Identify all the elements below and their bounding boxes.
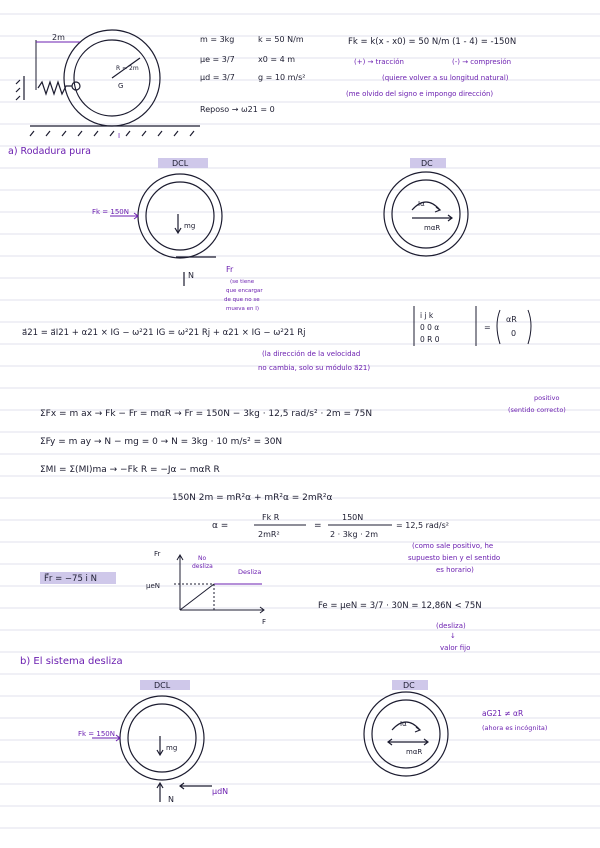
matrix-row-1: i j k	[420, 311, 434, 320]
dc-b-mar: mαR	[406, 748, 423, 756]
graph-x-label: F	[262, 618, 267, 626]
part-b-note-2: (ahora es incógnita)	[482, 724, 548, 732]
dcl-b-n: N	[168, 795, 174, 804]
alpha-note-1: (como sale positivo, he	[412, 542, 494, 550]
fr-result: F⃗r = −75 i N	[44, 574, 97, 584]
dcl-a-label: DCL	[172, 159, 189, 168]
given-g: g = 10 m/s²	[258, 73, 306, 82]
graph-no-desliza-label: desliza	[192, 563, 213, 570]
matrix-equals: =	[484, 323, 491, 332]
part-b-title: b) El sistema desliza	[20, 656, 123, 667]
spring-note-1: (quiere volver a su longitud natural)	[382, 74, 509, 82]
alpha-num: Fk R	[262, 513, 280, 522]
dcl-a-n: N	[188, 271, 194, 280]
dcl-a-fr: Fr	[226, 265, 234, 274]
dc-a-wheel	[384, 172, 468, 256]
dc-b-wheel	[364, 692, 448, 776]
fe-equation: Fe = μeN = 3/7 · 30N = 12,86N < 75N	[318, 601, 482, 611]
part-a-title: a) Rodadura pura	[8, 146, 91, 157]
part-b-note-1: aG21 ≠ αR	[482, 709, 524, 718]
spring-equation: Fk = k(x - x0) = 50 N/m (1 - 4) = -150N	[348, 37, 517, 47]
equation-sum-fx: ΣFx = m ax → Fk − Fr = mαR → Fr = 150N − 3kg · 12,5 rad/s² · 2m = 75N	[40, 409, 373, 419]
dc-b-label: DC	[403, 681, 415, 690]
alpha-den: 2mR²	[258, 530, 280, 539]
given-x0: x0 = 4 m	[258, 55, 296, 64]
dcl-a-mg: mg	[184, 222, 196, 230]
dcl-b-mg: mg	[166, 744, 178, 752]
fe-note-1: (desliza)	[436, 622, 466, 630]
alpha-result: = 12,5 rad/s²	[396, 521, 449, 530]
dcl-a-fk: Fk = 150N	[92, 208, 129, 216]
diagram-g-label: G	[118, 82, 124, 90]
given-mu-e: μe = 3/7	[200, 55, 235, 64]
alpha-den-2: 2 · 3kg · 2m	[330, 530, 379, 539]
equation-sum-m: ΣMI = Σ(MI)ma → −Fk R = −Jα − mαR R	[40, 465, 220, 475]
eq-x-note-1: positivo	[534, 394, 560, 402]
alpha-lhs: α =	[212, 521, 229, 531]
dcl-b-label: DCL	[154, 681, 171, 690]
graph-y-label: Fr	[154, 550, 161, 558]
fr-note-1: (se tiene	[230, 279, 255, 285]
graph-mun-label: μeN	[146, 582, 160, 590]
matrix-row-2: 0 0 α	[420, 323, 440, 332]
fr-note-4: mueva en I)	[226, 306, 259, 312]
accel-note-1: (la dirección de la velocidad	[262, 350, 361, 358]
wheel-diagram	[16, 30, 200, 136]
dc-a-label: DC	[421, 159, 433, 168]
eq-x-note-2: (sentido correcto)	[508, 406, 566, 414]
given-mu-d: μd = 3/7	[200, 73, 235, 82]
fr-note-2: que encargar	[226, 288, 263, 294]
equation-moment-2: 150N 2m = mR²α + mR²α = 2mR²α	[172, 493, 333, 503]
alpha-eq: =	[314, 521, 322, 531]
given-m: m = 3kg	[200, 35, 235, 44]
graph-desliza-label: Desliza	[238, 568, 262, 576]
dcl-a-wheel	[138, 174, 222, 286]
fr-note-3: de que no se	[224, 297, 260, 303]
fe-note-arrow: ↓	[450, 632, 456, 640]
accel-equation: a⃗21 = a⃗I21 + α21 × IG − ω²21 IG = ω²21 Rj + α21 × IG − ω²21 Rj	[22, 328, 306, 338]
spring-compression: (-) → compresión	[452, 58, 512, 66]
fe-note-2: valor fijo	[440, 644, 471, 652]
alpha-note-3: es horario)	[436, 566, 474, 574]
ruled-lines	[0, 14, 600, 828]
dc-b-ia: Iα	[400, 720, 407, 728]
spring-traction: (+) → tracción	[354, 58, 404, 66]
diagram-radius-label: R = 2m	[116, 65, 139, 72]
accel-note-2: no cambia, solo su módulo a⃗21)	[258, 364, 371, 372]
equation-sum-fy: ΣFy = m ay → N − mg = 0 → N = 3kg · 10 m/s² = 30N	[40, 437, 283, 447]
diagram-i-label: I	[118, 132, 121, 140]
diagram-2m-label: 2m	[52, 33, 65, 42]
alpha-num-2: 150N	[342, 513, 364, 522]
given-k: k = 50 N/m	[258, 35, 304, 44]
spring-note-2: (me olvido del signo e impongo dirección)	[346, 90, 494, 98]
matrix-row-3: 0 R 0	[420, 335, 440, 344]
graph-no-label: No	[198, 555, 207, 562]
dcl-b-mun: μdN	[212, 787, 229, 796]
vector-row-2: 0	[511, 329, 517, 338]
vector-row-1: αR	[506, 315, 517, 324]
alpha-note-2: supuesto bien y el sentido	[408, 554, 501, 562]
dc-a-ia: Iα	[418, 200, 425, 208]
dc-a-mar: mαR	[424, 224, 441, 232]
dcl-b-fk: Fk = 150N	[78, 730, 115, 738]
given-rest: Reposo → ω21 = 0	[200, 105, 275, 114]
